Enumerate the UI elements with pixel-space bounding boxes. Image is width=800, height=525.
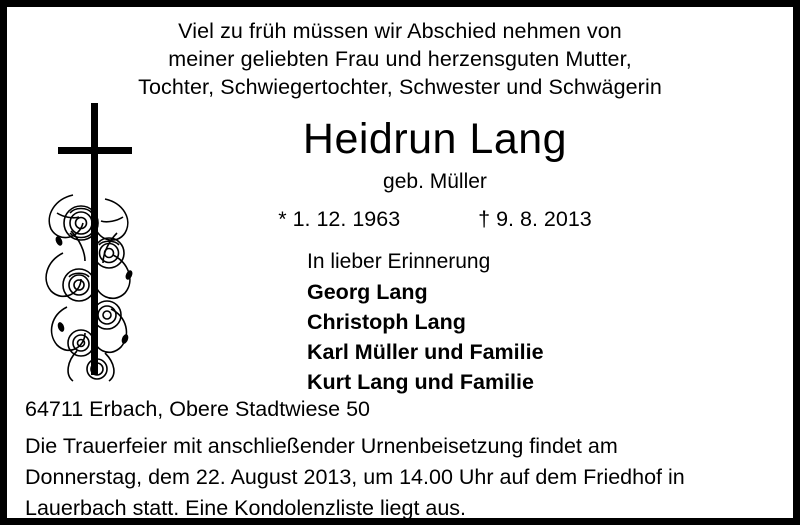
intro-text: [7, 7, 793, 101]
intro-line-1: Viel zu früh müssen wir Abschied nehmen von: [178, 19, 622, 43]
address-line: 64711 Erbach, Obere Stadtwiese 50: [25, 397, 371, 421]
memory-heading: In lieber Erinnerung: [307, 250, 491, 273]
obituary-inner: [7, 7, 793, 518]
ceremony-text: [25, 431, 779, 524]
ceremony-line-1: Die Trauerfeier mit anschließender Urnenbeisetzung findet am: [25, 434, 618, 458]
intro-line-3: Tochter, Schwiegertochter, Schwester und Schwägerin: [138, 75, 662, 99]
maiden-name: geb. Müller: [383, 170, 487, 193]
survivor-1: Georg Lang: [307, 280, 428, 304]
survivor-4: Kurt Lang und Familie: [307, 370, 534, 394]
intro-line-2: meiner geliebten Frau und herzensguten Mutter,: [168, 47, 632, 71]
deceased-name: Heidrun Lang: [302, 115, 568, 163]
survivor-2: Christoph Lang: [307, 310, 466, 334]
cross-with-roses-icon: [33, 103, 163, 383]
birth-date: * 1. 12. 1963: [278, 207, 401, 231]
death-date: † 9. 8. 2013: [478, 207, 592, 231]
ceremony-line-2: Donnerstag, dem 22. August 2013, um 14.00 Uhr auf dem Friedhof in: [25, 465, 685, 489]
survivor-3: Karl Müller und Familie: [307, 340, 544, 364]
ceremony-line-3: Lauerbach statt. Eine Kondolenzliste liegt aus.: [25, 496, 467, 520]
